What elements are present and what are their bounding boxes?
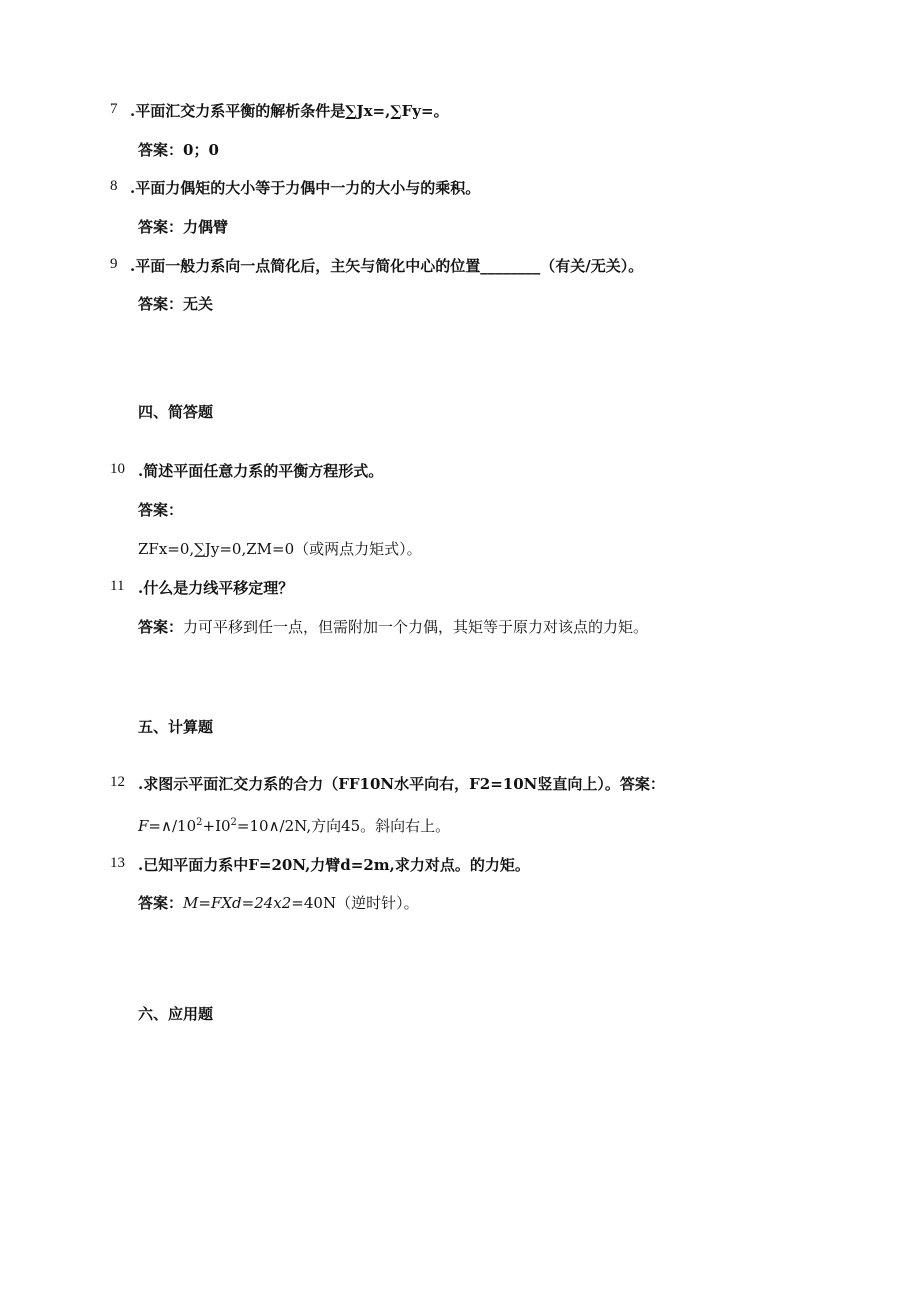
question-7-text: .平面汇交力系平衡的解析条件是∑Jx=,∑Fy=。 — [130, 102, 449, 120]
question-13-text: .已知平面力系中F=20N,力臂d=2m,求力对点。的力矩。 — [138, 856, 530, 874]
answer-label: 答案： — [138, 618, 184, 636]
question-number: 12 — [110, 774, 125, 790]
question-9-text: .平面一般力系向一点简化后，主矢与简化中心的位置________（有关/无关）。 — [130, 257, 644, 275]
answer-13-formula: M=FXd=24x2= — [183, 894, 304, 912]
answer-9 — [138, 294, 213, 314]
answer-11-value: 力可平移到任一点，但需附加一个力偶，其矩等于原力对该点的力矩。 — [183, 618, 649, 636]
answer-10-value: ZFx=0,∑Jy=0,ZM=0（或两点力矩式）。 — [138, 540, 422, 558]
answer-8 — [138, 217, 228, 237]
question-number: 7 — [110, 101, 118, 117]
answer-12-value — [138, 816, 450, 836]
question-number: 8 — [110, 178, 118, 194]
question-number: 13 — [110, 855, 125, 871]
answer-13 — [138, 893, 419, 913]
question-8-text: .平面力偶矩的大小等于力偶中一力的大小与的乘积。 — [130, 179, 481, 197]
answer-11 — [138, 617, 648, 637]
section-heading-6: 六、应用题 — [138, 1005, 214, 1023]
answer-12-part3: =10∧/2N,方向45。斜向右上。 — [236, 817, 451, 835]
answer-label: 答案： — [138, 894, 184, 912]
question-12-text: .求图示平面汇交力系的合力（FF10N水平向右，F2=10N竖直向上）。答案： — [138, 775, 665, 793]
section-heading-5: 五、计算题 — [138, 718, 214, 736]
answer-13-result: 40N（逆时针）。 — [303, 894, 419, 912]
answer-label: 答案： — [138, 218, 184, 236]
question-number: 9 — [110, 256, 118, 272]
answer-8-value: 力偶臂 — [183, 218, 229, 236]
answer-12-symbol: F — [138, 817, 149, 835]
question-number: 10 — [110, 461, 125, 477]
answer-12-part2: +I0 — [202, 817, 231, 835]
answer-9-value: 无关 — [183, 295, 214, 313]
answer-12-sup1: 2 — [196, 817, 203, 828]
answer-7 — [138, 140, 219, 160]
answer-label: 答案： — [138, 295, 184, 313]
answer-7-value: 0；0 — [183, 141, 219, 159]
answer-label: 答案： — [138, 141, 184, 159]
section-heading-4: 四、简答题 — [138, 403, 214, 421]
question-11-text: .什么是力线平移定理？ — [138, 579, 294, 597]
answer-label: 答案： — [138, 501, 184, 519]
answer-12-part1: =∧/10 — [148, 817, 197, 835]
answer-12-sup2: 2 — [230, 817, 237, 828]
question-number: 11 — [110, 578, 125, 594]
answer-10-label — [138, 500, 183, 520]
question-10-text: .简述平面任意力系的平衡方程形式。 — [138, 462, 384, 480]
